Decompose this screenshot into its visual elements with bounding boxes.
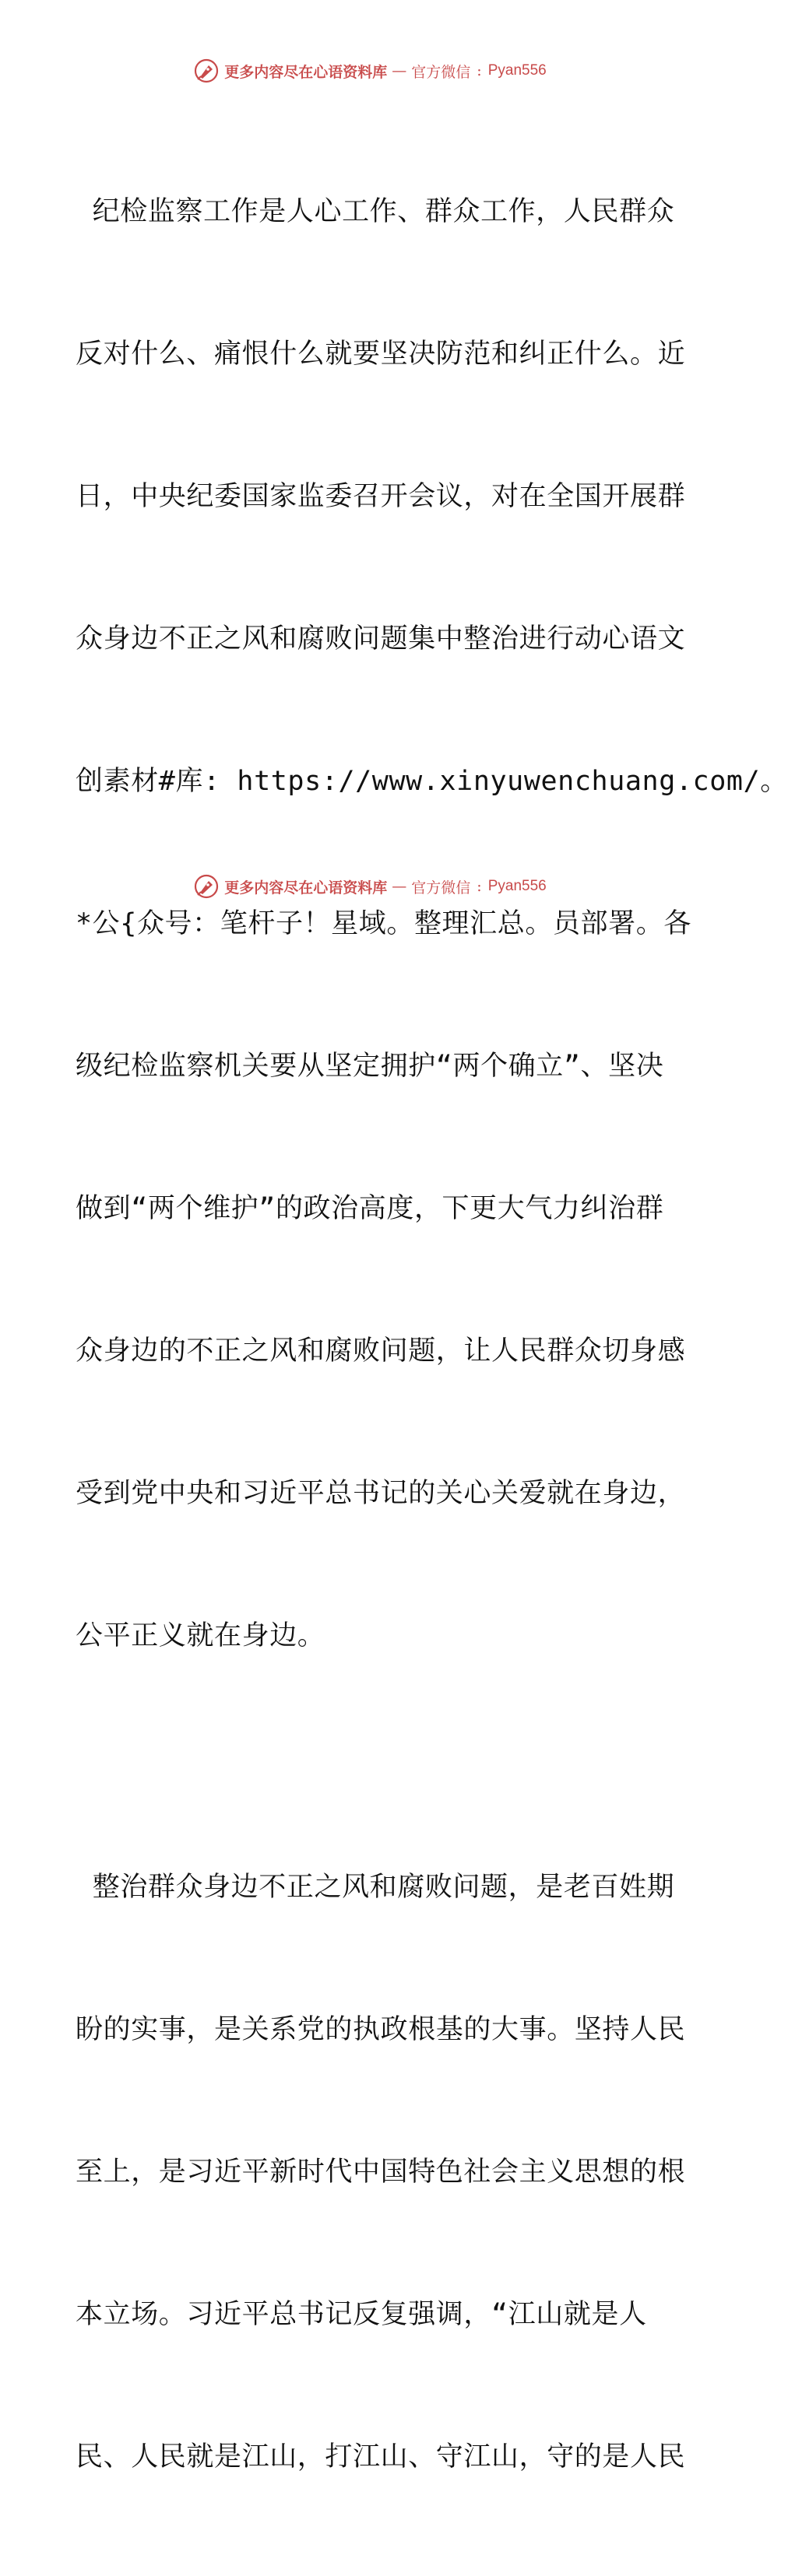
text-line: 创素材#库: https://www.xinyuwenchuang.com/。 (76, 766, 788, 797)
footer-banner (0, 871, 740, 902)
header-banner (0, 55, 740, 86)
banner-main-text: 更多内容尽在心语资料库 (224, 63, 388, 81)
text-line: 本立场。习近平总书记反复强调，“江山就是人 (76, 2299, 647, 2330)
text-line: *公{众号：笔杆子！星域。整理汇总。员部署。各 (76, 908, 691, 939)
pen-nib-logo-icon (193, 873, 220, 900)
pen-nib-logo-icon (193, 58, 220, 84)
banner-dash: — (392, 878, 407, 895)
text-line: 级纪检监察机关要从坚定拥护“两个确立”、坚决 (76, 1051, 664, 1082)
banner-separator: : (477, 878, 482, 895)
text-line: 整治群众身边不正之风和腐败问题，是老百姓期 (76, 1872, 675, 1903)
banner-side-text: 官方微信 (411, 879, 471, 897)
text-line: 众身边不正之风和腐败问题集中整治进行动心语文 (76, 623, 686, 655)
text-line: 盼的实事，是关系党的执政根基的大事。坚持人民 (76, 2014, 686, 2045)
banner-main-text: 更多内容尽在心语资料库 (224, 879, 388, 897)
paragraph-1 (76, 93, 788, 1755)
banner-dash: — (392, 62, 407, 79)
text-line: 纪检监察工作是人心工作、群众工作，人民群众 (76, 196, 675, 227)
text-line: 做到“两个维护”的政治高度，下更大气力纠治群 (76, 1193, 664, 1224)
banner-separator: : (477, 62, 482, 79)
document-body (76, 93, 788, 2576)
banner-wechat-id: Pyan556 (487, 62, 547, 79)
text-line: 民、人民就是江山，打江山、守江山，守的是人民 (76, 2441, 686, 2472)
banner-side-text: 官方微信 (411, 63, 471, 81)
text-line: 日，中央纪委国家监委召开会议，对在全国开展群 (76, 481, 686, 512)
text-line: 公平正义就在身边。 (76, 1620, 325, 1651)
text-line: 众身边的不正之风和腐败问题，让人民群众切身感 (76, 1335, 686, 1367)
text-line: 反对什么、痛恨什么就要坚决防范和纠正什么。近 (76, 339, 686, 370)
text-line: 至上，是习近平新时代中国特色社会主义思想的根 (76, 2157, 686, 2188)
paragraph-2 (76, 1769, 686, 2576)
banner-wechat-id: Pyan556 (487, 878, 547, 894)
text-line: 受到党中央和习近平总书记的关心关爱就在身边， (76, 1478, 686, 1509)
